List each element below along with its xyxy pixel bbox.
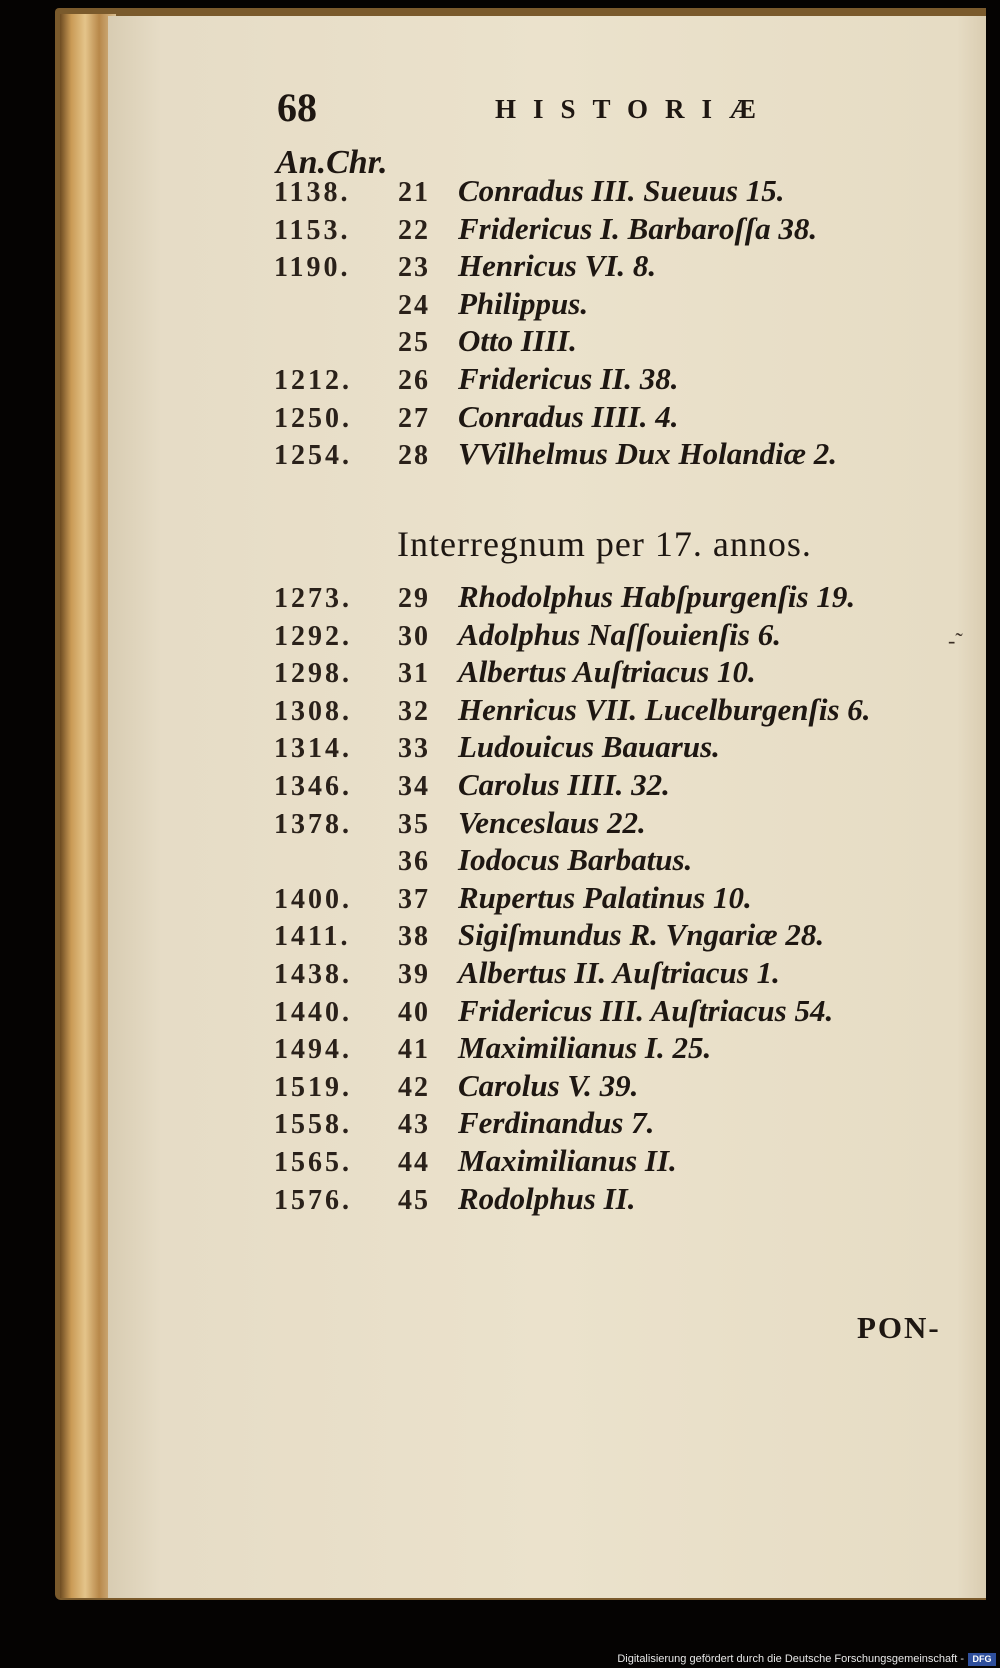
entry-name: Albertus Auſtriacus 10. [458,654,756,690]
entry-num: 26 [398,365,430,396]
entry-row [0,436,1000,480]
entry-year: 1565. [274,1147,352,1178]
entry-name: Carolus V. 39. [458,1067,639,1103]
entry-year: 1308. [274,695,352,727]
page-number: 68 [277,85,317,130]
entry-year: 1558. [274,1109,352,1141]
entry-num: 25 [398,327,430,359]
interregnum-heading: Interregnum per 17. annos. [397,524,812,564]
entry-name: Fridericus I. Barbaroſſa 38. [458,210,818,246]
entry-year: 1292. [274,620,352,652]
entry-name: Ludouicus Bauarus. [458,729,720,765]
entry-name: Iodocus Barbatus. [458,842,693,878]
entry-name: Maximilianus II. [458,1143,677,1178]
entry-name: Henricus VI. 8. [458,248,657,284]
entry-num: 35 [398,808,430,840]
entry-year: 1250. [274,402,352,434]
entry-name: Venceslaus 22. [458,804,646,840]
digitization-credit: Digitalisierung gefördert durch die Deutsche Forschungsgemeinschaft - [617,1653,964,1665]
entry-year: 1519. [274,1071,352,1103]
entry-name: Philippus. [458,285,589,321]
entry-num: 32 [398,695,430,727]
entry-year: 1212. [274,365,352,396]
entry-year: 1190. [274,252,351,284]
entry-num: 29 [398,583,430,614]
entry-year: 1494. [274,1034,352,1066]
entry-name: Otto IIII. [458,323,577,359]
column-header: An.Chr. [276,144,388,181]
entry-year: 1314. [274,733,352,765]
entry-year: 1273. [274,583,352,614]
entry-num: 33 [398,733,430,765]
entry-num: 36 [398,846,430,878]
entry-num: 45 [398,1184,430,1216]
entry-name: Maximilianus I. 25. [458,1030,712,1066]
entry-year: 1378. [274,808,352,840]
entry-name: Adolphus Naſſouienſis 6. [458,616,781,652]
entry-name: VVilhelmus Dux Holandiæ 2. [458,436,837,472]
entry-name: Fridericus III. Auſtriacus 54. [458,992,834,1028]
entry-num: 27 [398,402,430,434]
entry-year: 1400. [274,883,352,915]
entry-name: Carolus IIII. 32. [458,767,670,802]
entry-name: Conradus III. Sueuus 15. [458,173,785,208]
entry-year: 1254. [274,440,352,472]
entry-name: Fridericus II. 38. [458,361,679,396]
dfg-logo: DFG [968,1653,996,1666]
entry-num: 43 [398,1109,430,1141]
entry-name: Henricus VII. Lucelburgenſis 6. [458,691,871,727]
entry-num: 21 [398,177,430,208]
catchword: PON- [857,1310,941,1345]
entry-num: 24 [398,289,430,321]
entry-name: Rupertus Palatinus 10. [458,879,752,915]
entry-row [0,1180,1000,1225]
entry-year: 1298. [274,658,352,690]
entry-num: 30 [398,620,430,652]
entry-num: 44 [398,1147,430,1178]
entry-num: 41 [398,1034,430,1066]
entry-year: 1153. [274,214,351,246]
entry-name: Rhodolphus Habſpurgenſis 19. [458,579,856,614]
entry-name: Albertus II. Auſtriacus 1. [458,955,780,990]
entry-num: 23 [398,252,430,284]
entry-year: 1346. [274,771,352,802]
running-head: HISTORIÆ [495,94,774,124]
entry-num: 38 [398,921,430,953]
entry-name: Rodolphus II. [458,1180,636,1216]
entry-num: 42 [398,1071,430,1103]
entry-year: 1438. [274,959,352,990]
entry-name: Conradus IIII. 4. [458,398,679,434]
entry-num: 37 [398,883,430,915]
entry-num: 22 [398,214,430,246]
entry-year: 1576. [274,1184,352,1216]
entry-year: 1138. [274,177,351,208]
entry-year: 1440. [274,996,352,1028]
entry-num: 40 [398,996,430,1028]
entry-num: 31 [398,658,430,690]
entry-name: Ferdinandus 7. [458,1105,655,1141]
entry-num: 34 [398,771,430,802]
entry-year: 1411. [274,921,351,953]
margin-mark: -̃ [948,628,956,653]
entry-num: 39 [398,959,430,990]
entry-name: Sigiſmundus R. Vngariæ 28. [458,917,825,953]
entry-num: 28 [398,440,430,472]
